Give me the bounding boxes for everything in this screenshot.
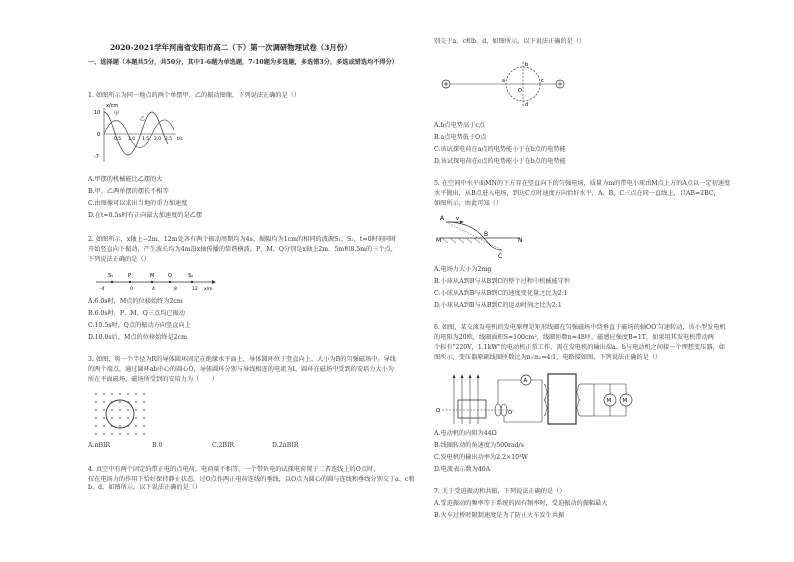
q1-option-d: D.在t=0.5s时有正向最大加速度的是乙摆 [88,212,203,219]
q4-label-d: d [525,102,529,108]
q2-option-d: D.10.0s后，M点的位移始终是2cm [88,334,187,341]
q3-option-d: D.2πBIR [272,442,299,449]
q6-axis-label-o: O [436,408,441,414]
q6-option-c: C.发电机的输出功率为2.2×10³W [434,454,528,461]
q1-option-b: B.甲、乙两单摆的摆长不相等 [88,188,169,195]
q1-x-tick: 1.0 [128,137,136,142]
q1-x-tick: 2.0 [154,137,162,142]
q5-stem-line: 5. 在空间中水平面MN的下方存在竖直向下的匀强电场，质量为m的带电小球由M点上方的A点以一定初速度 [434,180,731,187]
q1-x-label: t/s [177,137,183,142]
q5-stem-line: 如图所示，由此可知（） [434,200,503,207]
q2-option-b: B.6.0s时，P、M、Q三点均已振动 [88,310,185,317]
q4-stem-line: 仅在电场力的作用下恰好保持静止状态。过O点作两正电荷连线的垂线，以O点为圆心的圆与连线和垂线分别交于a、c和b、d，如图所示。以下说法正确的是（） [88,476,415,491]
q5-label-a: A [440,215,445,222]
q2-label-q: Q [168,273,172,279]
q2-tick: -4 [100,287,105,292]
q1-x-tick: 2.5 [165,137,173,142]
q4-label-c: c [541,78,544,84]
q5-label-v: v [456,216,459,222]
q3-option-b: B.0 [152,442,163,449]
q2-stem-line: 2. 如图所示，x轴上−2m、12m处各有两个振动周期均为4s、振幅均为1cm的相同的波源S₁、S₂，t=0时刻同时 [88,236,397,243]
q2-label-s1: S₁ [108,273,114,279]
q3-stem-line: 所在平面磁场，磁场所受到的安培力为（ ） [88,376,218,383]
q1-x-tick: 0.5 [114,137,122,142]
q2-tick: x/m [204,287,213,292]
q5-label-m: M [436,237,442,244]
q6-option-b: B.线圈转动的角速度为500rad/s [434,442,524,449]
q4-label-a: a [502,78,506,84]
q5-option-b: B.小球从A到B与从B到C的整个过程中机械能守恒 [434,278,571,285]
q1-option-c: C.由图像可以求出当地的重力加速度 [88,200,188,207]
q2-stem-line: 开始竖直向下振动，产生波长均为4m沿x轴传播的简谐横波。P、M、Q分别是x轴上2m、5m和8.5m的三个点， [88,246,397,253]
q6-option-d: D.电流表示数为40A [434,466,491,473]
q4-charges-figure [438,54,568,116]
q6-stem-line: 个标有"220V，1.1kW"的电动机正常工作，需在发电机的输出端a、b与电动机之间接一个理想变压器，如 [434,344,725,351]
q4-label-b: b [525,62,529,68]
q1-y-tick: 10 [94,110,101,116]
q4-option-c: C.该试探电荷在a点的电势能小于在b点的电势能 [434,146,566,153]
q1-oscillation-graph [94,104,184,164]
q3-stem-line: 3. 如图，将一个半径为R的导体圆环固定在绝缘水平面上，导体圆环位于竖直向上、大小为B的匀强磁场中。导线 [88,356,396,363]
q4-stem-line: 4. 真空中有两个固定的带正电的点电荷，电荷量不相等。一个带负电的试探电荷置于二者连线上的O点时， [88,466,380,473]
q1-option-a: A.甲摆的机械能比乙摆的大 [88,176,163,183]
q5-stem-line: 水平抛出，从B点进入电场，到达C点时速度方向恰好水平，A、B、C三点在同一直线上，且AB=2BC， [434,190,720,197]
q6-generator-circuit-figure [434,366,634,426]
section-heading: 一、选择题（本题共5分，共50分，其中1-6题为单选题，7-10题为多选题，多选错3分，多选或错选均不得分） [88,59,398,66]
q3-magnetic-field-figure [92,390,150,436]
q3-stem-line: 的两个端点，通过圆环ab中心的圆心O，导体圆环分别与导线相连的电流为I，圆环在磁场中受到的安培力大小为 [88,366,394,373]
q1-y-tick: -7 [94,154,99,160]
q2-label-m: M [150,273,155,279]
q6-stem-line: 的电阻为20欧，线圈面积S=100cm²，线圈匝数n=48匝，磁感应强度B=1T，如果用其发电机带动两 [434,334,714,341]
q4-label-o: O [518,88,522,94]
q5-label-c: C [498,253,503,260]
q5-option-c: C.小球从A到B与从B到C的速度变化量之比为2:1 [434,290,568,297]
q6-motor-label: M [622,398,628,404]
q4-option-d: D.该试探电荷在c点的电势能小于在b点的电势能 [434,158,566,165]
q3-option-c: C.2BIR [212,442,235,449]
q2-option-a: A.6.0s时，M点的位移始终为2cm [88,298,183,305]
q1-stem: 1. 如图所示为同一地点的两个单摆甲、乙的振动图像，下列说法正确的是（） [88,92,301,99]
q6-stem-line: 图所示，变压器原副线圈匝数比为n₁∶n₂=4∶1，电路接如图，下列说法正确的是（） [434,354,662,361]
q2-option-c: C.10.5s时，Q点的振动方向竖直向上 [88,322,191,329]
q6-ammeter-label: A [523,378,528,384]
q5-label-b: B [484,231,489,238]
q2-label-p: P [128,273,132,279]
exam-title: 2020-2021学年河南省安阳市高二（下）第一次调研物理试卷（3月份） [110,43,352,52]
q1-y-label: x/cm [106,103,119,109]
q5-option-d: D.小球从A到B与从B到C的运动时间之比为2:1 [434,302,562,309]
q1-curve-label-yi: 乙 [140,116,146,122]
q5-label-n: N [518,237,523,244]
q7-stem: 7. 关于受迫振动和共振，下列说法正确的是（） [434,488,566,495]
q4-option-a: A.b点电势高于c点 [434,122,485,129]
q1-curve-label-jia: 甲 [114,111,120,117]
q4-option-b: B.a点电势低于O点 [434,134,487,141]
q4-stem-continued: 别交于a、c和b、d，如图所示。以下说法正确的是（） [434,38,586,45]
q5-option-a: A.电场力大小为2mg [434,266,492,273]
q3-option-a: A.πBIR [88,442,111,449]
q1-y-tick: 0 [97,132,101,138]
q2-tick: 4 [152,287,155,292]
q2-tick: 12 [192,287,198,292]
q6-motor-label: M [606,398,612,404]
q2-stem-line: 下列说法正确的是（） [88,256,150,263]
q6-stem-line: 6. 如图，某交流发电机的发电原理是矩形线圈在匀强磁场中绕垂直于磁场的轴OO′匀速转动，该小型发电机 [434,324,726,331]
q5-trajectory-figure [436,212,526,260]
q6-axis-label-o-prime: O′ [508,410,514,416]
q2-label-s2: S₂ [188,273,194,279]
q1-x-tick: 1.5 [142,137,150,142]
q2-tick: 8 [174,287,177,292]
q2-x-axis-figure [92,270,222,292]
q2-tick: 0 [130,287,133,292]
q6-option-a: A.电动机的内阻为44Ω [434,430,497,437]
q7-option-b: B.火车过桥时限制速度是为了防止火车发生共振 [434,512,565,519]
q7-option-a: A.受迫振动的频率等于系统的固有频率时，受迫振动的振幅最大 [434,500,608,507]
